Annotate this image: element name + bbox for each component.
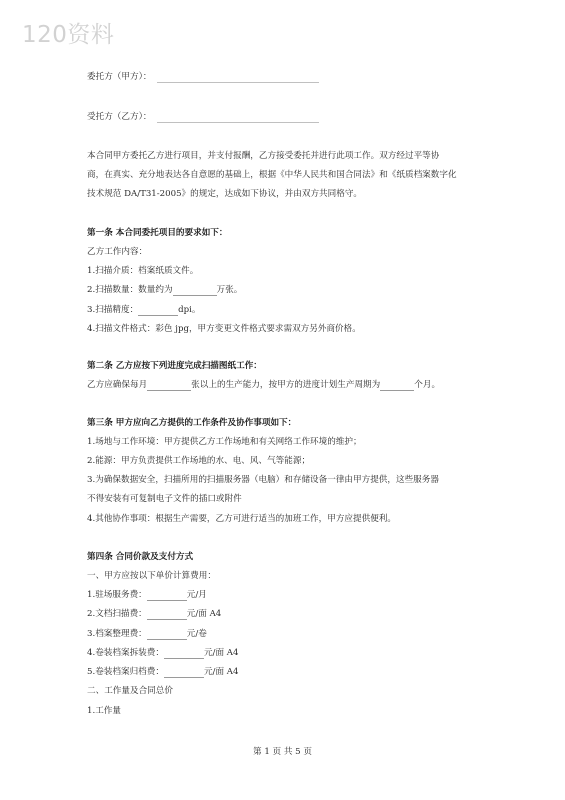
article1-title: 第一条 本合同委托项目的要求如下：	[87, 228, 228, 238]
fee3-blank[interactable]	[147, 629, 187, 640]
article2-title: 第二条 乙方应按下列进度完成扫描图纸工作：	[87, 361, 262, 371]
client-party-line	[87, 71, 319, 83]
fee3-label: 3.档案整理费：	[87, 629, 147, 639]
article1-item1: 1.扫描介质：档案纸质文件。	[87, 266, 199, 276]
production-period-blank[interactable]	[380, 380, 414, 391]
fee2-unit: 元/面 A4	[186, 609, 222, 619]
intro-line-2: 商，在真实、充分地表达各自意愿的基础上，根据《中华人民共和国合同法》和《纸质档案数字化	[87, 170, 457, 180]
article2-mid: 张以上的生产能力，按甲方的进度计划生产周期为	[191, 380, 381, 390]
fee3-unit: 元/卷	[186, 629, 207, 639]
contractor-party-label: 受托方（乙方）：	[87, 112, 152, 122]
fee5-unit: 元/面 A4	[203, 667, 239, 677]
fee4-blank[interactable]	[164, 648, 204, 659]
fee-line-3	[87, 628, 207, 640]
contractor-party-line	[87, 111, 319, 123]
article2-pre: 乙方应确保每月	[87, 380, 148, 390]
fee1-blank[interactable]	[147, 590, 187, 601]
fee-line-4	[87, 647, 238, 659]
article4-sec1: 一、甲方应按以下单价计算费用：	[87, 571, 216, 581]
fee4-unit: 元/面 A4	[203, 648, 239, 658]
fee-line-2	[87, 608, 221, 620]
article3-item4: 4.其他协作事项：根据生产需要，乙方可进行适当的加班工作，甲方应提供便利。	[87, 514, 396, 524]
fee5-blank[interactable]	[164, 667, 204, 678]
client-party-blank[interactable]	[157, 72, 319, 83]
scan-quantity-blank[interactable]	[173, 285, 217, 296]
article3-title: 第三条 甲方应向乙方提供的工作条件及协作事项如下：	[87, 418, 297, 428]
article3-item3b: 不得安装有可复制电子文件的插口或附件	[87, 494, 242, 504]
article1-item2-post: 万张。	[216, 285, 243, 295]
intro-line-1: 本合同甲方委托乙方进行项目，并支付报酬，乙方接受委托并进行此项工作。双方经过平等协	[87, 151, 440, 161]
scan-dpi-blank[interactable]	[138, 305, 178, 316]
article3-item3a: 3.为确保数据安全，扫描所用的扫描服务器（电脑）和存储设备一律由甲方提供，这些服务器	[87, 475, 439, 485]
article4-sec2: 二、工作量及合同总价	[87, 686, 173, 696]
fee-line-5	[87, 666, 238, 678]
article1-item3-post: dpi。	[178, 305, 201, 315]
fee-line-1	[87, 589, 207, 601]
page-number-footer: 第 1 页 共 5 页	[253, 747, 312, 757]
fee5-label: 5.卷装档案归档费：	[87, 667, 164, 677]
article3-item1: 1.场地与工作环境：甲方提供乙方工作场地和有关网络工作环境的维护；	[87, 437, 362, 447]
article4-title: 第四条 合同价款及支付方式	[87, 552, 194, 562]
fee2-label: 2.文档扫描费：	[87, 609, 147, 619]
article1-sub: 乙方工作内容：	[87, 247, 148, 257]
article4-sec2-item1: 1.工作量	[87, 706, 121, 716]
article1-item2	[87, 284, 242, 296]
monthly-capacity-blank[interactable]	[147, 380, 191, 391]
article3-item2: 2.能源：甲方负责提供工作场地的水、电、风、气等能源；	[87, 456, 311, 466]
fee1-unit: 元/月	[186, 590, 207, 600]
article1-item3-pre: 3.扫描精度：	[87, 305, 139, 315]
fee2-blank[interactable]	[147, 609, 187, 620]
article2-line	[87, 379, 440, 391]
article1-item4: 4.扫描文件格式：彩色 jpg，甲方变更文件格式要求需双方另外商价格。	[87, 324, 361, 334]
article2-post: 个月。	[414, 380, 441, 390]
intro-line-3: 技术规范 DA/T31-2005》的规定，达成如下协议，并由双方共同格守。	[87, 189, 363, 199]
article1-item2-pre: 2.扫描数量：数量约为	[87, 285, 173, 295]
contractor-party-blank[interactable]	[157, 112, 319, 123]
fee4-label: 4.卷装档案拆装费：	[87, 648, 164, 658]
client-party-label: 委托方（甲方）：	[87, 72, 152, 82]
article1-item3	[87, 304, 201, 316]
watermark-logo: 120资料	[22, 22, 115, 48]
fee1-label: 1.驻场服务费：	[87, 590, 147, 600]
